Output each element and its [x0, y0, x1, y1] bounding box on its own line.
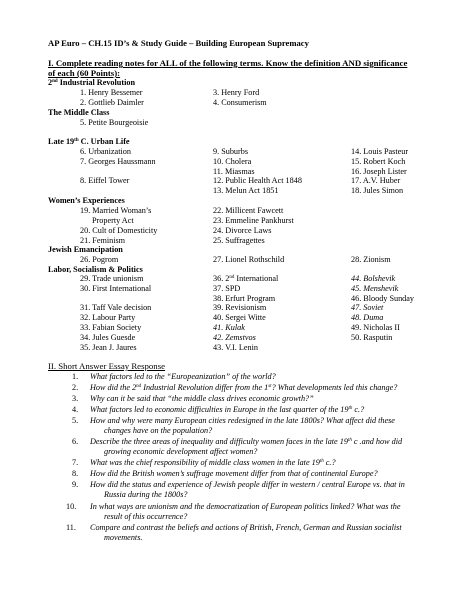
term-19-line1: 19. Married Woman’s	[80, 206, 152, 215]
term-39: 39. Revisionism	[213, 303, 267, 312]
question-7: What was the chief responsibility of middle class women in the late 19th c.?	[90, 458, 336, 467]
term-9: 9. Suburbs	[213, 147, 249, 156]
group-labor-socialism: Labor, Socialism & Politics	[48, 265, 143, 274]
term-34: 34. Jules Guesde	[80, 333, 136, 342]
section-1-heading-line2: of each (60 Points):	[48, 68, 121, 78]
question-7-number: 7.	[72, 458, 79, 467]
term-44: 44. Bolshevik	[351, 274, 396, 283]
question-5-number: 5.	[72, 416, 79, 425]
group-middle-class: The Middle Class	[48, 108, 110, 117]
term-30: 30. First International	[80, 284, 152, 293]
question-11-number: 11.	[66, 523, 76, 532]
question-8: How did the British women’s suffrage movement differ from that of continental Europe?	[90, 469, 378, 478]
term-32: 32. Labour Party	[80, 313, 136, 322]
term-23: 23. Emmeline Pankhurst	[213, 216, 294, 225]
question-2-number: 2.	[72, 383, 79, 392]
term-18: 18. Jules Simon	[351, 186, 404, 195]
question-9-line2: Russia during the 1800s?	[104, 490, 188, 499]
question-4: What factors led to economic difficulties in Europe in the last quarter of the 19th c.?	[90, 405, 365, 414]
term-42: 42. Zemstvos	[213, 333, 256, 342]
term-1: 1. Henry Bessemer	[80, 88, 143, 97]
question-6-line1: Describe the three areas of inequality and difficulty women faces in the late 19th c .and how did	[90, 437, 403, 446]
term-28: 28. Zionism	[351, 255, 391, 264]
group-jewish-emancipation: Jewish Emancipation	[48, 245, 123, 254]
term-5: 5. Petite Bourgeoisie	[80, 118, 149, 127]
question-5-line2: changes have on the population?	[104, 426, 213, 435]
question-9-number: 9.	[72, 480, 79, 489]
group-industrial-revolution: 2nd Industrial Revolution	[48, 78, 135, 87]
group-womens-experiences: Women’s Experiences	[48, 196, 125, 205]
term-45: 45. Menshevik	[351, 284, 399, 293]
question-11-line2: movements.	[104, 533, 143, 542]
term-33: 33. Fabian Society	[80, 323, 142, 332]
term-3: 3. Henry Ford	[213, 88, 260, 97]
term-11: 11. Miasmas	[213, 167, 255, 176]
term-25: 25. Suffragettes	[213, 236, 265, 245]
term-10: 10. Cholera	[213, 157, 252, 166]
term-29: 29. Trade unionism	[80, 274, 144, 283]
question-3: Why can it be said that “the middle class drives economic growth?”	[90, 394, 314, 403]
document-title: AP Euro – CH.15 ID’s & Study Guide – Building European Supremacy	[48, 38, 309, 48]
term-19-line2: Property Act	[92, 216, 134, 225]
term-50: 50. Rasputin	[351, 333, 393, 342]
question-1-number: 1.	[72, 372, 79, 381]
term-24: 24. Divorce Laws	[213, 226, 272, 235]
question-9-line1: How did the status and experience of Jewish people differ in western / central Europe vs. that in	[90, 480, 405, 489]
term-20: 20. Cult of Domesticity	[80, 226, 158, 235]
term-43: 43. V.I. Lenin	[213, 343, 258, 352]
term-40: 40. Sergei Witte	[213, 313, 266, 322]
term-47: 47. Soviet	[351, 303, 384, 312]
term-15: 15. Robert Koch	[351, 157, 406, 166]
term-36: 36. 2nd International	[213, 274, 279, 283]
question-4-number: 4.	[72, 405, 79, 414]
question-10-line1: In what ways are unionism and the democratization of European politics linked? What was the	[90, 502, 401, 511]
term-14: 14. Louis Pasteur	[351, 147, 409, 156]
section-1-heading-line1: I. Complete reading notes for ALL of the following terms. Know the definition AND significance	[48, 58, 408, 68]
question-10-number: 10.	[66, 502, 77, 511]
term-16: 16. Joseph Lister	[351, 167, 407, 176]
term-8: 8. Eiffel Tower	[80, 176, 130, 185]
term-41: 41. Kulak	[213, 323, 245, 332]
term-31: 31. Taff Vale decision	[80, 303, 152, 312]
question-2: How did the 2nd Industrial Revolution differ from the 1st? What developments led this change?	[90, 383, 398, 392]
question-6-line2: growing economic development affect women?	[104, 447, 258, 456]
section-2-heading: II. Short Answer Essay Response	[48, 361, 166, 371]
question-11-line1: Compare and contrast the beliefs and actions of British, French, German and Russian socialist	[90, 523, 402, 532]
term-46: 46. Bloody Sunday	[351, 294, 415, 303]
question-10-line2: result of this occurrence?	[104, 512, 188, 521]
term-21: 21. Feminism	[80, 236, 126, 245]
term-26: 26. Pogrom	[80, 255, 119, 264]
term-48: 48. Duma	[351, 313, 384, 322]
term-22: 22. Millicent Fawcett	[213, 206, 284, 215]
question-6-number: 6.	[72, 437, 79, 446]
question-1: What factors led to the “Europeanization” of the world?	[90, 372, 276, 381]
term-4: 4. Consumerism	[213, 98, 267, 107]
term-38: 38. Erfurt Program	[213, 294, 276, 303]
term-35: 35. Jean J. Jaures	[80, 343, 137, 352]
term-2: 2. Gottlieb Daimler	[80, 98, 144, 107]
question-3-number: 3.	[72, 394, 79, 403]
term-6: 6. Urbanization	[80, 147, 131, 156]
question-5-line1: How and why were many European cities redesigned in the late 1800s? What affect did these	[90, 416, 395, 425]
term-13: 13. Melun Act 1851	[213, 186, 279, 195]
term-27: 27. Lionel Rothschild	[213, 255, 285, 264]
question-8-number: 8.	[72, 469, 79, 478]
term-17: 17. A.V. Huber	[351, 176, 401, 185]
group-urban-life: Late 19th C. Urban Life	[48, 137, 130, 146]
term-37: 37. SPD	[213, 284, 241, 293]
term-12: 12. Public Health Act 1848	[213, 176, 302, 185]
term-49: 49. Nicholas II	[351, 323, 400, 332]
term-7: 7. Georges Haussmann	[80, 157, 156, 166]
